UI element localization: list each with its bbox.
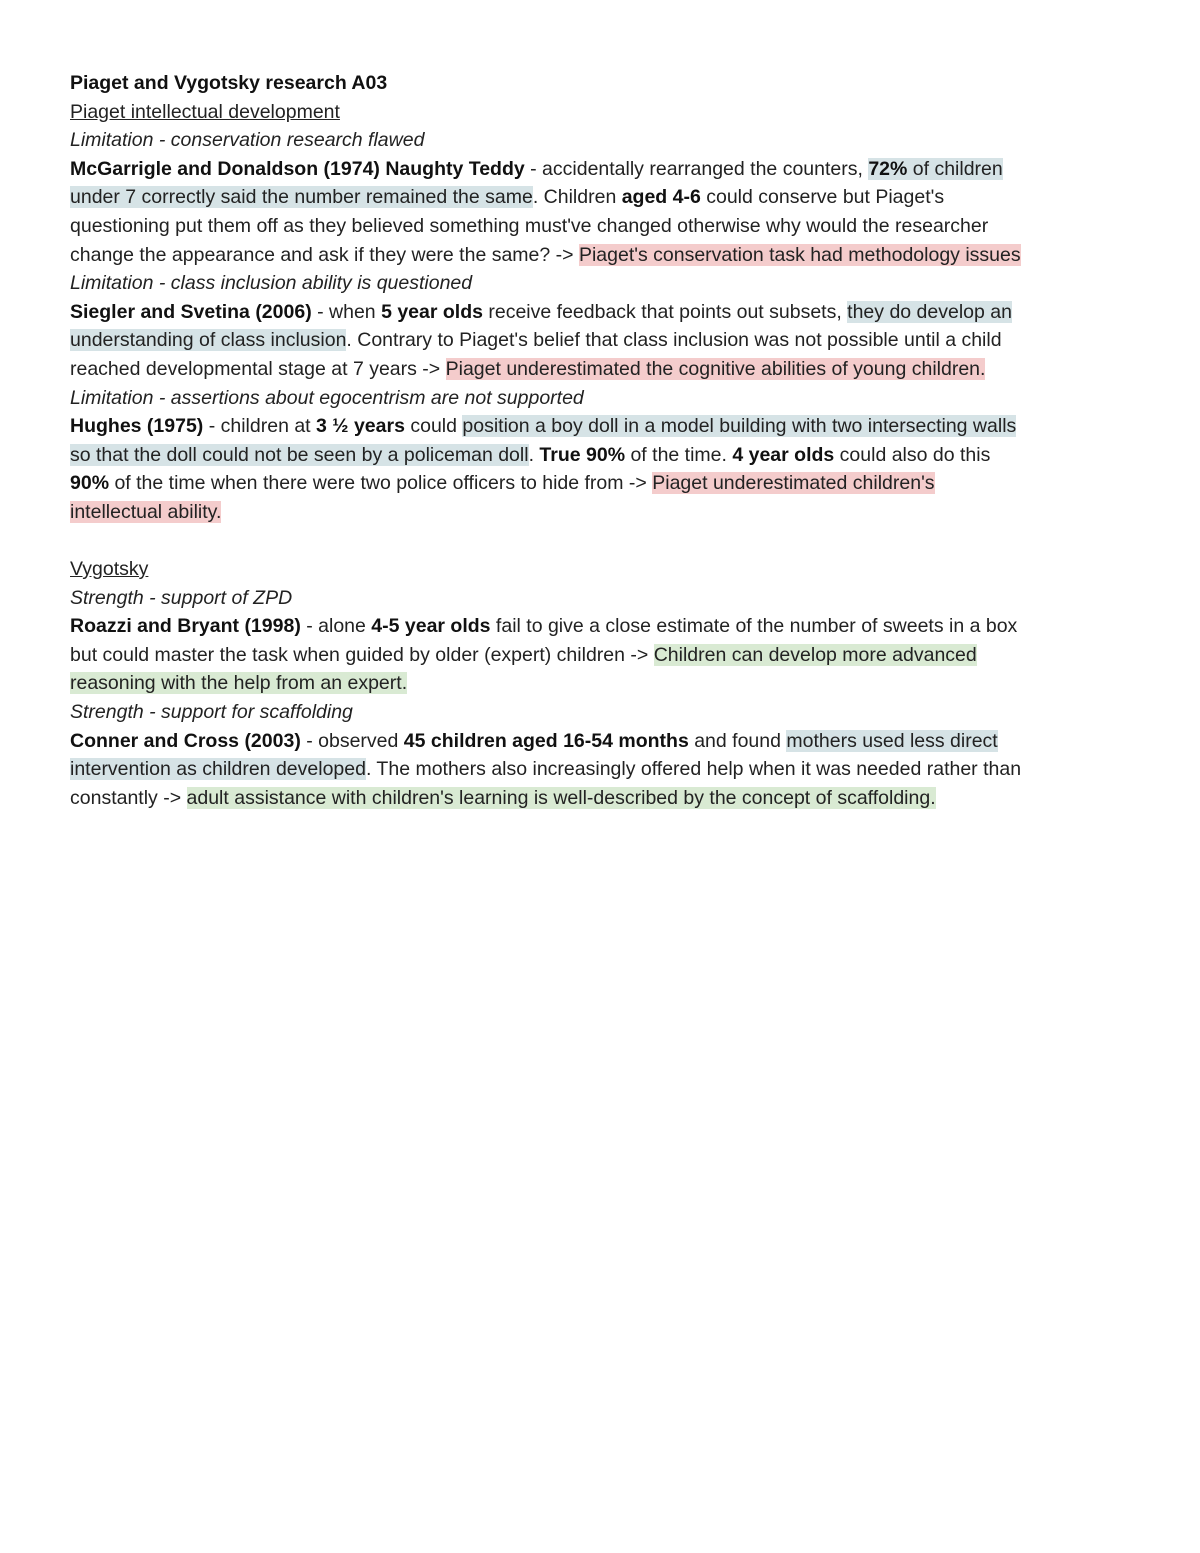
- study-citation: McGarrigle and Donaldson (1974) Naughty Teddy: [70, 157, 525, 180]
- study-citation: Conner and Cross (2003): [70, 729, 301, 752]
- paragraph-line: Conner and Cross (2003) - observed 45 children aged 16-54 months and found mothers used less direct: [70, 729, 998, 752]
- paragraph-line: McGarrigle and Donaldson (1974) Naughty Teddy - accidentally rearranged the counters, 72% of children: [70, 157, 1003, 180]
- paragraph-line: so that the doll could not be seen by a policeman doll. True 90% of the time. 4 year olds could also do this: [70, 443, 991, 466]
- paragraph-line: Hughes (1975) - children at 3 ½ years could position a boy doll in a model building with two intersecting walls: [70, 415, 1017, 438]
- paragraph-line: 90% of the time when there were two police officers to hide from -> Piaget underestimated children's: [70, 472, 935, 495]
- finding-highlight: so that the doll could not be seen by a policeman doll: [70, 443, 529, 466]
- finding-highlight: mothers used less direct: [786, 729, 998, 752]
- study-citation: Roazzi and Bryant (1998): [70, 615, 301, 638]
- paragraph-line: but could master the task when guided by older (expert) children -> Children can develop more advanced: [70, 643, 977, 666]
- paragraph-line: Siegler and Svetina (2006) - when 5 year olds receive feedback that points out subsets, they do develop an: [70, 300, 1012, 323]
- conclusion-highlight: Piaget's conservation task had methodology issues: [578, 243, 1021, 266]
- paragraph-line: constantly -> adult assistance with children's learning is well-described by the concept of scaffolding.: [70, 786, 936, 809]
- finding-highlight: intervention as children developed: [70, 758, 366, 781]
- conclusion-highlight: Piaget underestimated children's: [652, 472, 935, 495]
- paragraph-line: [70, 669, 1140, 698]
- finding-highlight: they do develop an: [847, 300, 1012, 323]
- paragraph-line: intervention as children developed. The mothers also increasingly offered help when it was needed rather than: [70, 758, 1022, 781]
- paragraph-line: Roazzi and Bryant (1998) - alone 4-5 year olds fail to give a close estimate of the number of sweets in a box: [70, 615, 1018, 638]
- finding-highlight: understanding of class inclusion: [70, 329, 347, 352]
- strength-zpd-label: Strength - support of ZPD: [70, 586, 293, 609]
- blank-line: [70, 527, 1140, 556]
- vygotsky-heading: Vygotsky: [70, 558, 149, 581]
- paragraph-line: questioning put them off as they believed something must've changed otherwise why would the researcher: [70, 214, 989, 237]
- paragraph-line: understanding of class inclusion. Contrary to Piaget's belief that class inclusion was not possible until a child: [70, 329, 1002, 352]
- conclusion-highlight: reasoning with the help from an expert.: [70, 672, 408, 695]
- document-page: [70, 69, 1140, 812]
- conclusion-highlight: adult assistance with children's learning is well-described by the concept of scaffolding.: [186, 786, 936, 809]
- piaget-heading: Piaget intellectual development: [70, 100, 340, 123]
- conclusion-highlight: Piaget underestimated the cognitive abilities of young children.: [445, 357, 986, 380]
- limitation-class-inclusion-label: Limitation - class inclusion ability is questioned: [70, 272, 473, 295]
- conclusion-highlight: Children can develop more advanced: [653, 643, 977, 666]
- finding-highlight: under 7 correctly said the number remained the same: [70, 186, 533, 209]
- document-title: Piaget and Vygotsky research A03: [70, 72, 388, 94]
- limitation-egocentrism-label: Limitation - assertions about egocentrism are not supported: [70, 386, 584, 409]
- paragraph-line: [70, 498, 1140, 527]
- strength-scaffolding-label: Strength - support for scaffolding: [70, 701, 353, 724]
- study-citation: Hughes (1975): [70, 415, 204, 438]
- finding-highlight: position a boy doll in a model building with two intersecting walls: [462, 415, 1017, 438]
- study-citation: Siegler and Svetina (2006): [70, 300, 312, 323]
- paragraph-line: change the appearance and ask if they were the same? -> Piaget's conservation task had methodology issues: [70, 243, 1021, 266]
- finding-highlight: 72% of children: [868, 157, 1003, 180]
- paragraph-line: under 7 correctly said the number remained the same. Children aged 4-6 could conserve but Piaget's: [70, 186, 945, 209]
- conclusion-highlight: intellectual ability.: [70, 500, 222, 523]
- paragraph-line: reached developmental stage at 7 years -> Piaget underestimated the cognitive abilities of young children.: [70, 357, 986, 380]
- limitation-conservation-label: Limitation - conservation research flawed: [70, 129, 425, 152]
